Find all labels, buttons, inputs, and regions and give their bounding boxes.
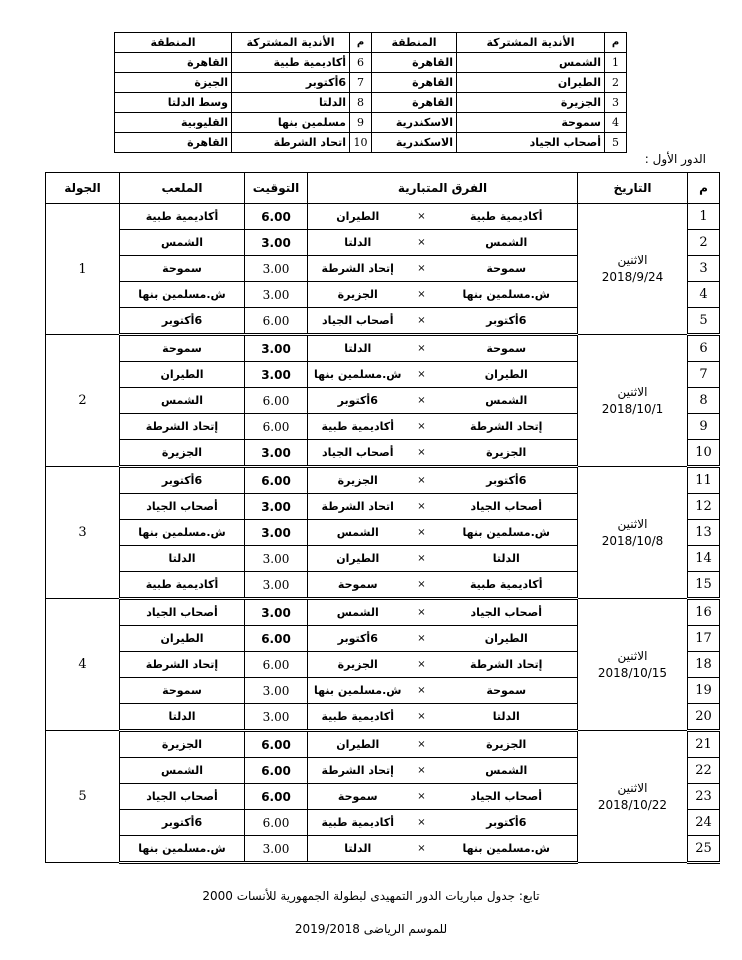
match-date: 2018/10/1: [601, 401, 664, 416]
vs-mark: ×: [408, 546, 436, 572]
vs-mark: ×: [408, 335, 436, 362]
match-number: 17: [688, 626, 720, 652]
match-number: 14: [688, 546, 720, 572]
schedule-table: [45, 172, 720, 864]
home-team: أصحاب الجياد: [436, 494, 578, 520]
match-time: 3.00: [245, 836, 308, 863]
match-time: 6.00: [245, 784, 308, 810]
away-team: الجزيرة: [308, 652, 408, 678]
home-team: إتحاد الشرطة: [436, 652, 578, 678]
match-number: 22: [688, 758, 720, 784]
match-day: الاثنين: [617, 384, 648, 399]
match-row: [46, 204, 720, 230]
schedule-header-teams: الفرق المتبارية: [308, 173, 578, 204]
match-day: الاثنين: [617, 516, 648, 531]
home-team: 6أكتوبر: [436, 308, 578, 335]
vs-mark: ×: [408, 626, 436, 652]
match-time: 6.00: [245, 467, 308, 494]
clubs-header-region: المنطقة: [372, 33, 457, 53]
home-team: ش.مسلمين بنها: [436, 282, 578, 308]
vs-mark: ×: [408, 572, 436, 599]
match-time: 3.00: [245, 678, 308, 704]
match-time: 3.00: [245, 440, 308, 467]
match-venue: الشمس: [120, 230, 245, 256]
match-venue: 6أكتوبر: [120, 308, 245, 335]
match-number: 3: [688, 256, 720, 282]
match-time: 6.00: [245, 652, 308, 678]
away-team: الجزيرة: [308, 467, 408, 494]
away-team: اتحاد الشرطة: [308, 494, 408, 520]
club-name: مسلمين بنها: [232, 113, 350, 133]
home-team: الدلتا: [436, 704, 578, 731]
match-date-cell: [578, 204, 688, 335]
match-venue: الطيران: [120, 362, 245, 388]
match-time: 3.00: [245, 282, 308, 308]
match-number: 18: [688, 652, 720, 678]
match-number: 8: [688, 388, 720, 414]
footer-season: للموسم الرياضى 2019/2018: [294, 922, 448, 936]
match-row: [46, 467, 720, 494]
club-region: القاهرة: [372, 93, 457, 113]
away-team: الدلتا: [308, 335, 408, 362]
clubs-header-num: م: [605, 33, 627, 53]
match-venue: الطيران: [120, 626, 245, 652]
round-number: 2: [46, 335, 120, 467]
club-number: 7: [350, 73, 372, 93]
match-date-cell: [578, 599, 688, 731]
round-number: 1: [46, 204, 120, 335]
match-number: 7: [688, 362, 720, 388]
home-team: أكاديمية طبية: [436, 572, 578, 599]
match-date-cell: [578, 335, 688, 467]
home-team: الشمس: [436, 758, 578, 784]
vs-mark: ×: [408, 731, 436, 758]
club-region: الاسكندرية: [372, 113, 457, 133]
schedule-header-num: م: [688, 173, 720, 204]
match-row: [46, 731, 720, 758]
match-venue: سموحة: [120, 335, 245, 362]
vs-mark: ×: [408, 520, 436, 546]
home-team: الطيران: [436, 362, 578, 388]
match-time: 3.00: [245, 230, 308, 256]
match-venue: إتحاد الشرطة: [120, 414, 245, 440]
match-number: 19: [688, 678, 720, 704]
match-venue: ش.مسلمين بنها: [120, 836, 245, 863]
match-time: 3.00: [245, 494, 308, 520]
match-venue: أصحاب الجياد: [120, 599, 245, 626]
vs-mark: ×: [408, 308, 436, 335]
match-time: 3.00: [245, 546, 308, 572]
home-team: الجزيرة: [436, 731, 578, 758]
match-time: 3.00: [245, 572, 308, 599]
match-number: 25: [688, 836, 720, 863]
away-team: 6أكتوبر: [308, 388, 408, 414]
vs-mark: ×: [408, 836, 436, 863]
match-date: 2018/9/24: [601, 270, 664, 284]
club-number: 2: [605, 73, 627, 93]
clubs-header-clubs: الأندية المشتركة: [457, 33, 605, 53]
round-number: 4: [46, 599, 120, 731]
club-number: 4: [605, 113, 627, 133]
match-venue: 6أكتوبر: [120, 467, 245, 494]
match-time: 3.00: [245, 520, 308, 546]
vs-mark: ×: [408, 204, 436, 230]
vs-mark: ×: [408, 440, 436, 467]
away-team: سموحة: [308, 784, 408, 810]
club-name: الطيران: [457, 73, 605, 93]
away-team: ش.مسلمين بنها: [308, 362, 408, 388]
home-team: أكاديمية طبية: [436, 204, 578, 230]
match-venue: الشمس: [120, 758, 245, 784]
clubs-row: [115, 53, 627, 73]
vs-mark: ×: [408, 758, 436, 784]
vs-mark: ×: [408, 678, 436, 704]
home-team: 6أكتوبر: [436, 467, 578, 494]
schedule-header-row: [46, 173, 720, 204]
vs-mark: ×: [408, 494, 436, 520]
match-number: 2: [688, 230, 720, 256]
round-number: 3: [46, 467, 120, 599]
match-time: 6.00: [245, 414, 308, 440]
match-number: 23: [688, 784, 720, 810]
match-venue: الدلتا: [120, 546, 245, 572]
away-team: الطيران: [308, 546, 408, 572]
clubs-body: [115, 53, 627, 153]
match-number: 13: [688, 520, 720, 546]
club-number: 3: [605, 93, 627, 113]
vs-mark: ×: [408, 810, 436, 836]
away-team: الشمس: [308, 599, 408, 626]
away-team: الطيران: [308, 731, 408, 758]
match-number: 11: [688, 467, 720, 494]
vs-mark: ×: [408, 784, 436, 810]
schedule-header-date: التاريخ: [578, 173, 688, 204]
match-venue: الشمس: [120, 388, 245, 414]
home-team: إتحاد الشرطة: [436, 414, 578, 440]
match-venue: ش.مسلمين بنها: [120, 282, 245, 308]
schedule-header-round: الجولة: [46, 173, 120, 204]
schedule-body: [46, 204, 720, 863]
club-region: الاسكندرية: [372, 133, 457, 153]
club-number: 8: [350, 93, 372, 113]
match-number: 24: [688, 810, 720, 836]
away-team: الجزيرة: [308, 282, 408, 308]
match-time: 3.00: [245, 704, 308, 731]
schedule-header-venue: الملعب: [120, 173, 245, 204]
match-time: 6.00: [245, 731, 308, 758]
away-team: 6أكتوبر: [308, 626, 408, 652]
away-team: سموحة: [308, 572, 408, 599]
club-region: القاهرة: [115, 133, 232, 153]
match-number: 6: [688, 335, 720, 362]
club-region: وسط الدلتا: [115, 93, 232, 113]
club-name: الشمس: [457, 53, 605, 73]
away-team: أصحاب الجياد: [308, 308, 408, 335]
club-name: الدلتا: [232, 93, 350, 113]
match-number: 15: [688, 572, 720, 599]
away-team: أكاديمية طبية: [308, 704, 408, 731]
home-team: سموحة: [436, 678, 578, 704]
vs-mark: ×: [408, 652, 436, 678]
match-number: 10: [688, 440, 720, 467]
club-region: القاهرة: [115, 53, 232, 73]
club-number: 5: [605, 133, 627, 153]
match-number: 4: [688, 282, 720, 308]
clubs-header-clubs-2: الأندية المشتركة: [232, 33, 350, 53]
round-number: 5: [46, 731, 120, 863]
club-number: 10: [350, 133, 372, 153]
match-venue: 6أكتوبر: [120, 810, 245, 836]
home-team: الجزيرة: [436, 440, 578, 467]
schedule-header-time: التوقيت: [245, 173, 308, 204]
match-venue: الدلتا: [120, 704, 245, 731]
club-name: أصحاب الجياد: [457, 133, 605, 153]
home-team: ش.مسلمين بنها: [436, 836, 578, 863]
away-team: أصحاب الجياد: [308, 440, 408, 467]
club-name: اتحاد الشرطة: [232, 133, 350, 153]
match-date: 2018/10/8: [601, 533, 664, 548]
match-time: 6.00: [245, 758, 308, 784]
match-day: الاثنين: [617, 780, 648, 795]
away-team: الدلتا: [308, 230, 408, 256]
match-number: 21: [688, 731, 720, 758]
club-region: القليوبية: [115, 113, 232, 133]
club-name: 6أكتوبر: [232, 73, 350, 93]
clubs-row: [115, 93, 627, 113]
footer-title: تابع: جدول مباريات الدور التمهيدى لبطولة الجمهورية للأنسات 2000: [202, 889, 540, 903]
vs-mark: ×: [408, 230, 436, 256]
club-region: الجيزة: [115, 73, 232, 93]
match-time: 6.00: [245, 388, 308, 414]
club-name: سموحة: [457, 113, 605, 133]
match-date: 2018/10/15: [597, 665, 668, 680]
match-number: 16: [688, 599, 720, 626]
away-team: الشمس: [308, 520, 408, 546]
club-name: أكاديمية طبية: [232, 53, 350, 73]
clubs-row: [115, 113, 627, 133]
clubs-row: [115, 73, 627, 93]
match-number: 9: [688, 414, 720, 440]
away-team: إتحاد الشرطة: [308, 256, 408, 282]
away-team: الطيران: [308, 204, 408, 230]
vs-mark: ×: [408, 256, 436, 282]
home-team: 6أكتوبر: [436, 810, 578, 836]
match-number: 1: [688, 204, 720, 230]
match-date-cell: [578, 467, 688, 599]
home-team: أصحاب الجياد: [436, 784, 578, 810]
home-team: الشمس: [436, 230, 578, 256]
match-time: 3.00: [245, 362, 308, 388]
match-day: الاثنين: [617, 253, 648, 267]
vs-mark: ×: [408, 282, 436, 308]
match-date-cell: [578, 731, 688, 863]
club-number: 9: [350, 113, 372, 133]
vs-mark: ×: [408, 414, 436, 440]
match-time: 6.00: [245, 308, 308, 335]
clubs-row: [115, 133, 627, 153]
match-number: 12: [688, 494, 720, 520]
match-time: 3.00: [245, 256, 308, 282]
match-venue: الجزيرة: [120, 731, 245, 758]
match-time: 6.00: [245, 810, 308, 836]
match-venue: أكاديمية طبية: [120, 204, 245, 230]
match-venue: الجزيرة: [120, 440, 245, 467]
match-venue: إتحاد الشرطة: [120, 652, 245, 678]
clubs-header-num-2: م: [350, 33, 372, 53]
match-number: 20: [688, 704, 720, 731]
match-day: الاثنين: [617, 648, 648, 663]
away-team: الدلتا: [308, 836, 408, 863]
clubs-table: [114, 32, 627, 153]
away-team: أكاديمية طبية: [308, 810, 408, 836]
match-time: 3.00: [245, 599, 308, 626]
clubs-header-region-2: المنطقة: [115, 33, 232, 53]
round-title: الدور الأول :: [644, 152, 706, 166]
home-team: الشمس: [436, 388, 578, 414]
away-team: ش.مسلمين بنها: [308, 678, 408, 704]
home-team: ش.مسلمين بنها: [436, 520, 578, 546]
away-team: إتحاد الشرطة: [308, 758, 408, 784]
home-team: الدلتا: [436, 546, 578, 572]
match-venue: أكاديمية طبية: [120, 572, 245, 599]
match-row: [46, 599, 720, 626]
club-region: القاهرة: [372, 53, 457, 73]
club-number: 1: [605, 53, 627, 73]
club-name: الجزيرة: [457, 93, 605, 113]
vs-mark: ×: [408, 599, 436, 626]
match-time: 6.00: [245, 204, 308, 230]
home-team: أصحاب الجياد: [436, 599, 578, 626]
home-team: الطيران: [436, 626, 578, 652]
match-venue: أصحاب الجياد: [120, 784, 245, 810]
away-team: أكاديمية طبية: [308, 414, 408, 440]
clubs-header-row: [115, 33, 627, 53]
home-team: سموحة: [436, 335, 578, 362]
match-venue: أصحاب الجياد: [120, 494, 245, 520]
match-time: 6.00: [245, 626, 308, 652]
match-venue: ش.مسلمين بنها: [120, 520, 245, 546]
club-number: 6: [350, 53, 372, 73]
match-row: [46, 335, 720, 362]
match-number: 5: [688, 308, 720, 335]
match-time: 3.00: [245, 335, 308, 362]
match-venue: سموحة: [120, 678, 245, 704]
vs-mark: ×: [408, 388, 436, 414]
home-team: سموحة: [436, 256, 578, 282]
vs-mark: ×: [408, 704, 436, 731]
match-venue: سموحة: [120, 256, 245, 282]
club-region: القاهرة: [372, 73, 457, 93]
match-date: 2018/10/22: [597, 797, 668, 812]
vs-mark: ×: [408, 467, 436, 494]
vs-mark: ×: [408, 362, 436, 388]
